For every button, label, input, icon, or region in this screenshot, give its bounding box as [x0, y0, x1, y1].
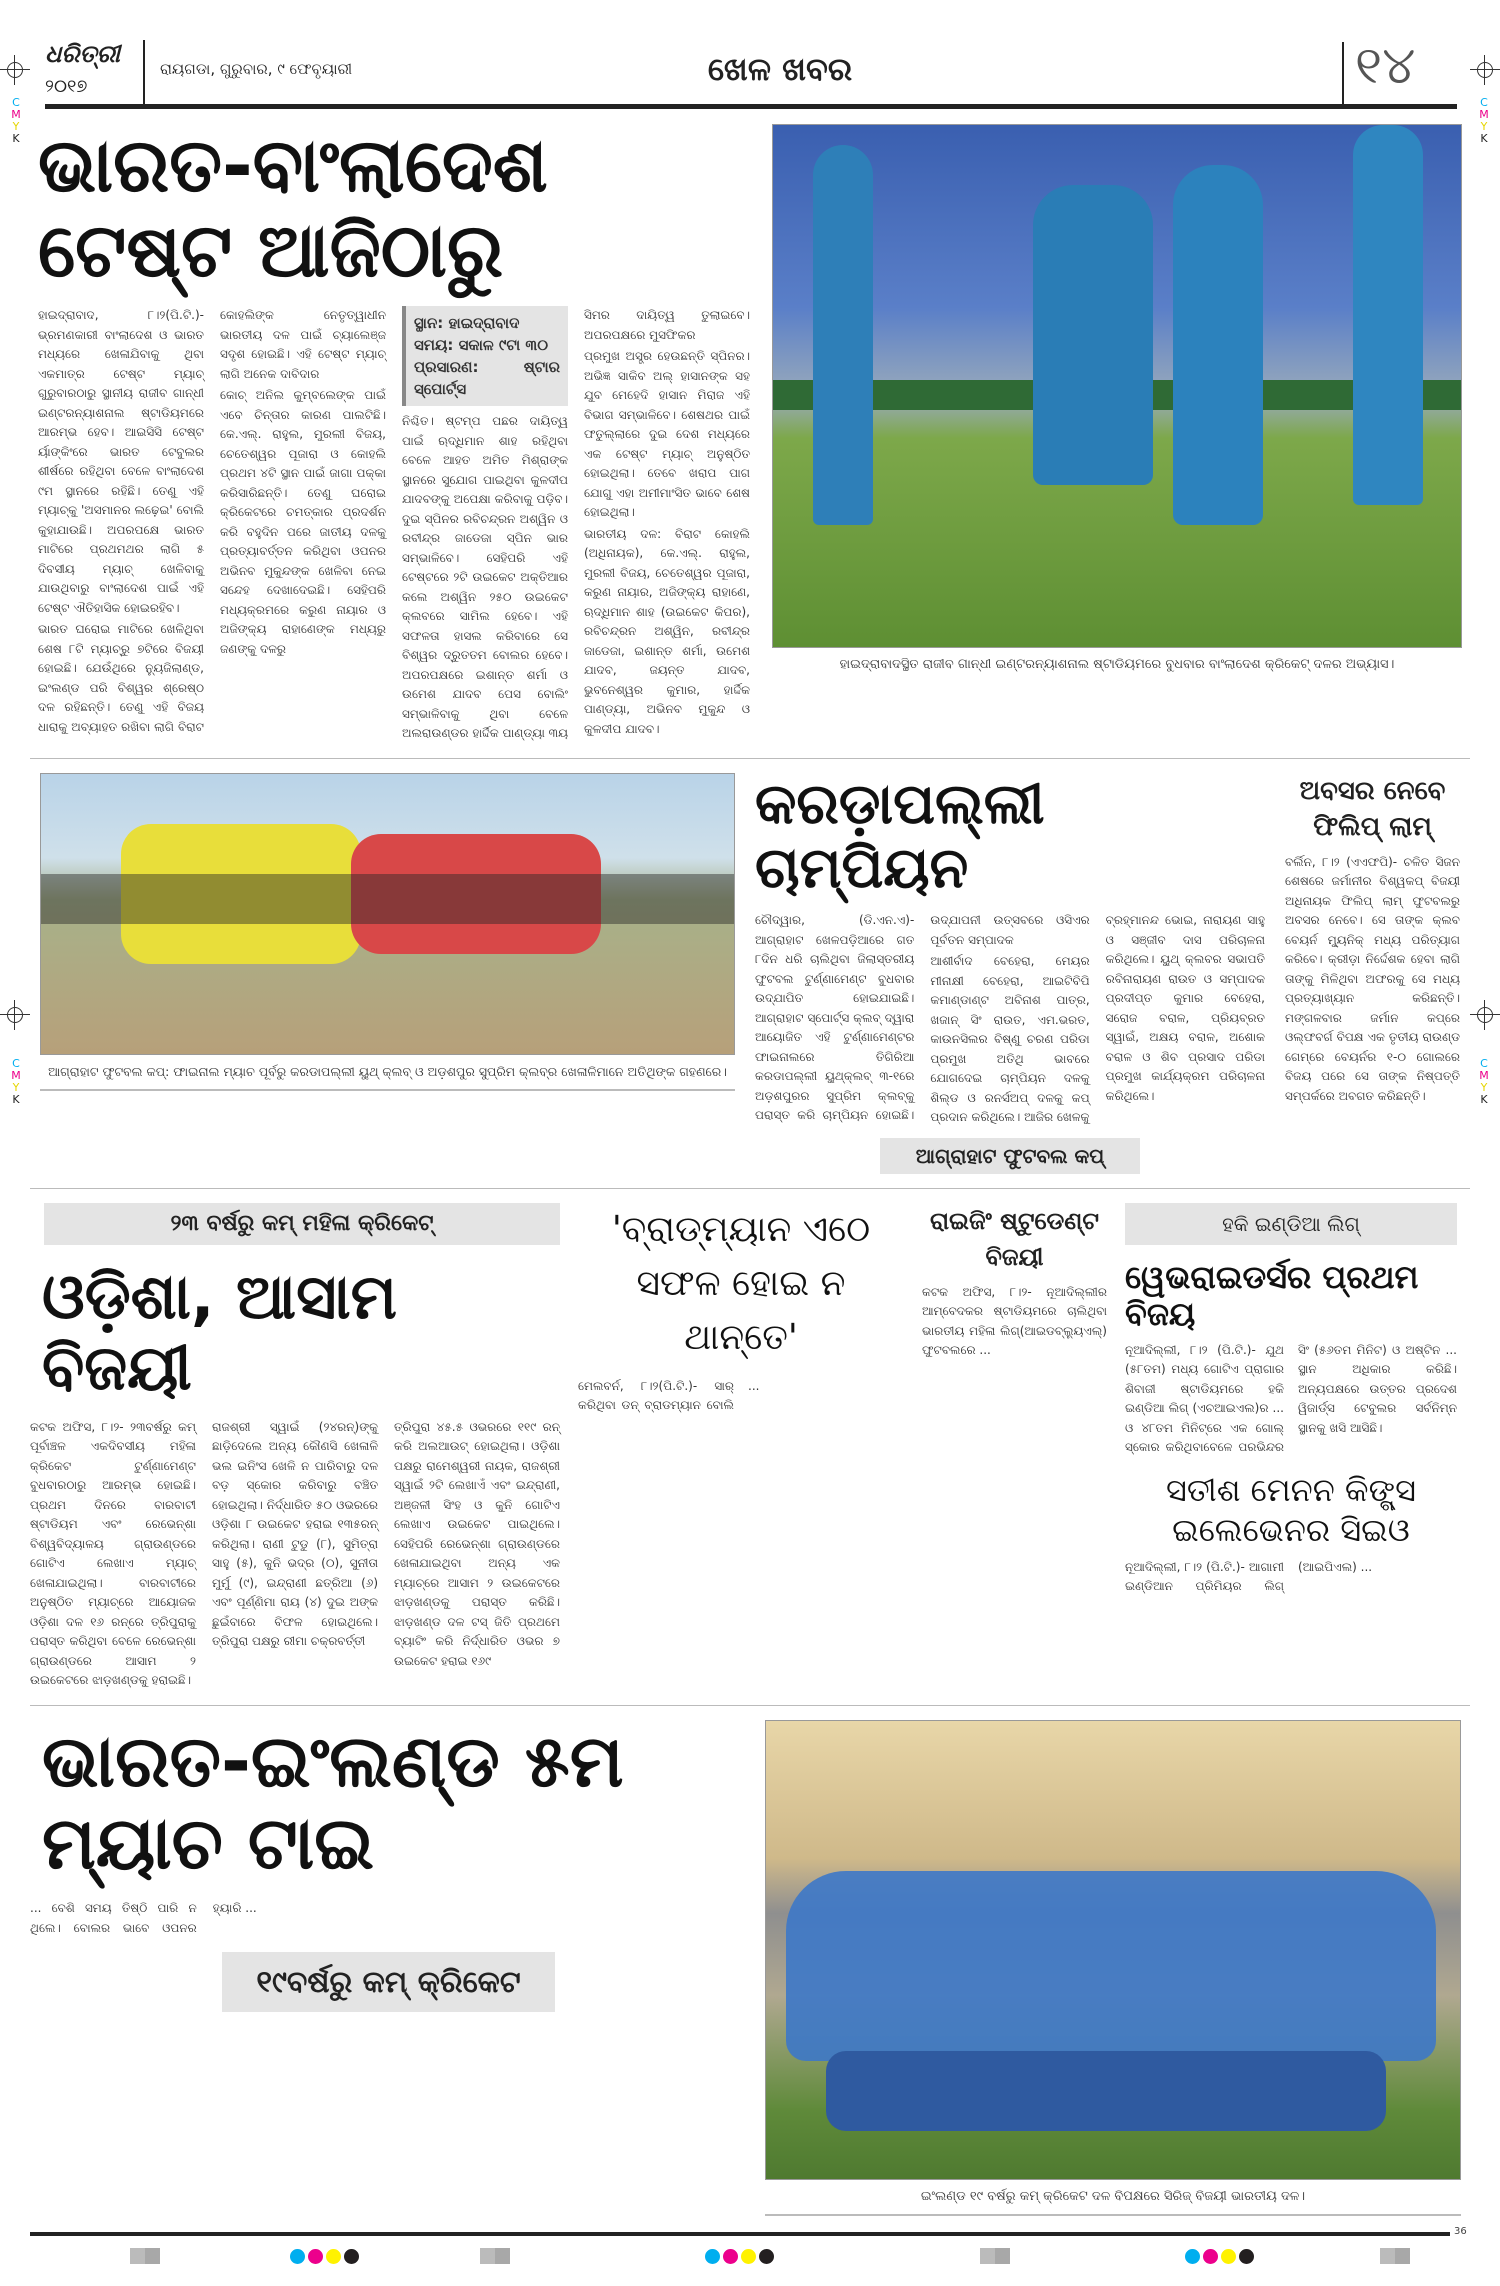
- magenta-dot: [308, 2249, 323, 2264]
- divider: [143, 40, 145, 104]
- paragraph: କଟକ ଅଫିସ, ୮।୨- ୨୩ବର୍ଷରୁ କମ୍ ପୂର୍ବାଞ୍ଚଳ ଏକଦିବସୀୟ ମହିଳା କ୍ରିକେଟ ଟୁର୍ଣ୍ଣାମେଣ୍ଟ ବୁଧବାରଠାରୁ ଆରମ୍ଭ ହୋଇଛି। ପ୍ରଥମ ଦିନରେ ବାରବାଟୀ ଷ୍ଟାଡିୟମ ଏବଂ ରେଭେନ୍‌ଶା ବିଶ୍ୱବିଦ୍ୟାଳୟ ଗ୍ରାଉଣ୍ଡରେ ଗୋଟିଏ ଲେଖାଏ ମ୍ୟାଚ୍ ଖେଳାଯାଇଥିଲା। ବାରବାଟୀରେ ଅନୁଷ୍ଠିତ ମ୍ୟାଚ୍‌ରେ ଆୟୋଜକ ଓଡ଼ିଶା ଦଳ ୧୬ ରନ୍‌ରେ ତ୍ରିପୁରାକୁ ପରାସ୍ତ କରିଥିବା ବେଳେ ରେଭେନ୍‌ଶା ଗ୍ରାଉଣ୍ଡରେ ଆସାମ ୨ ଉଇକେଟରେ ଝାଡ଼ଖଣ୍ଡକୁ ହରାଇଛି।: [30, 1419, 196, 1688]
- magenta-dot: [1203, 2249, 1218, 2264]
- page-footer: [30, 2226, 1470, 2286]
- kicker-box: ହକି ଇଣ୍ଡିଆ ଲିଗ୍: [1125, 1203, 1457, 1245]
- yellow-dot: [741, 2249, 756, 2264]
- divider: [1342, 42, 1344, 104]
- subhead-box: ୧୯ବର୍ଷରୁ କମ୍ କ୍ରିକେଟ: [222, 1952, 555, 2012]
- masthead-rule: [45, 104, 1457, 109]
- bangladesh-practice-photo: [772, 124, 1462, 648]
- page-number: ୧୪: [1355, 36, 1416, 96]
- article-body: [38, 306, 750, 744]
- article-body: [922, 1283, 1107, 1361]
- headline: କରଡ଼ାପଲ୍ଲୀ ଚାମ୍ପିୟନ: [755, 771, 1045, 902]
- registration-mark: [1470, 55, 1500, 85]
- right-column: [1125, 1203, 1457, 1597]
- paragraph: ଆଶୀର୍ବାଦ ବେହେରା, ମେୟର ମୀନାକ୍ଷୀ ବେହେରା, ଆଇଟିବିପି କମାଣ୍ଡାଣ୍ଟ ଅବିନାଶ ପାତ୍ର, ଖଜାନ୍ ସିଂ ରାଉତ, ଏମ.ଭରତ, କାଉନସିଲର ବିଷ୍ଣୁ ଚରଣ ପରିଡା ପ୍ରମୁଖ ଅତିଥି ଭାବରେ ଯୋଗଦେଇ ଚାମ୍ପିୟନ ଦଳକୁ ଶିଲ୍ଡ ଓ ରନର୍ସଅପ୍ ଦଳକୁ କପ୍ ପ୍ରଦାନ କରିଥିଲେ। ଆଜିର ଖେଳକୁ: [930, 954, 1090, 1125]
- grey-patch: [1380, 2248, 1410, 2264]
- photo-figure: [40, 773, 735, 1091]
- paragraph: ନୂଆଦିଲ୍ଲୀ, ୮।୨ (ପି.ଟି.)- ଯୁଥ (୫୮ତମ) ମଧ୍ୟ ଗୋଟିଏ ପ୍ରାଗାର ଶିବାଜୀ ଷ୍ଟାଡିୟମରେ ହକି ଇଣ୍ଡିଆ ଲିଗ୍ (ଏଚଆଇଏଲ)ର ... ଓ ୪୮ତମ ମିନିଟ୍‌ରେ ଏକ ଗୋଲ୍ ସ୍କୋର କରିଥିବାବେଳେ ପରଭିନ୍ଦର ସିଂ (୫୬ତମ ମିନିଟ) ଓ ଅଷ୍ଟିନ ... ସ୍ଥାନ ଅଧିକାର କରିଛି। ଅନ୍ୟପକ୍ଷରେ ଉତ୍ତର ପ୍ରଦେଶ ୱିଜାର୍ଡ୍ସ ଟେବୁଲର ସର୍ବନିମ୍ନ ସ୍ଥାନକୁ ଖସି ଆସିଛି।: [1125, 1342, 1457, 1455]
- article-body: [1285, 853, 1460, 1107]
- player-figure: [1353, 125, 1423, 505]
- paragraph: ପ୍ରମୁଖ ଅସ୍ତ୍ର ହେଉଛନ୍ତି ସ୍ପିନର। ଅଭିଜ୍ଞ ସାକିବ ଅଲ୍ ହାସାନଙ୍କ ସହ ଯୁବ ମେହେଦି ହାସାନ ମିରାଜ ଏହି ବିଭାଗ ସମ୍ଭାଳିବେ। ଶେଷଥର ପାଇଁ ଫତୁଲ୍ଲାରେ ଦୁଇ ଦେଶ ମଧ୍ୟରେ ଏକ ଟେଷ୍ଟ ମ୍ୟାଚ୍ ଅନୁଷ୍ଠିତ ହୋଇଥିଲା। ତେବେ ଖରାପ ପାଗ ଯୋଗୁ ଏହା ଅମୀମାଂସିତ ଭାବେ ଶେଷ ହୋଇଥିଲା।: [584, 349, 750, 520]
- paragraph: ବ୍ରହ୍ମାନନ୍ଦ ଭୋଇ, ନାରାୟଣ ସାହୁ ଓ ସଞ୍ଜୀବ ଦାସ ପରିଚାଳନା କରିଥିଲେ। ୟୁଥ୍ କ୍ଲବର ସଭାପତି ରବିନାରାୟଣ ରାଉତ ଓ ସମ୍ପାଦକ ପ୍ରଦୀପ୍ତ କୁମାର ବେହେରା, ସରୋଜ ବରାଳ, ପ୍ରିୟବ୍ରତ ସ୍ୱାଇଁ, ଅକ୍ଷୟ ବରାଳ, ଅଶୋକ ବରାଳ ଓ ଶିବ ପ୍ରସାଦ ପରିଡା ପ୍ରମୁଖ କାର୍ଯ୍ୟକ୍ରମ ପରିଚାଳନା କରିଥିଲେ।: [1105, 913, 1265, 1103]
- photo-caption: ହାଇଦ୍ରାବାଦସ୍ଥିତ ରାଜୀବ ଗାନ୍ଧୀ ଇଣ୍ଟରନ୍ୟାଶନାଲ ଷ୍ଟାଡିୟମରେ ବୁଧବାର ବାଂଲାଦେଶ କ୍ରିକେଟ୍ ଦଳର ଅଭ୍ୟାସ।: [839, 657, 1395, 672]
- headline: ଓଡ଼ିଶା, ଆସାମ ବିଜୟୀ: [42, 1259, 398, 1405]
- headline: ଭାରତ-ଇଂଲଣ୍ଡ ୫ମ ମ୍ୟାଚ ଟାଇ: [42, 1718, 624, 1886]
- paragraph: ହାଇଦ୍ରାବାଦ, ୮।୨(ପି.ଟି.)- ଭ୍ରମଣକାରୀ ବାଂଲାଦେଶ ଓ ଭାରତ ମଧ୍ୟରେ ଖେଳାଯିବାକୁ ଥିବା ଏକମାତ୍ର ଟେଷ୍ଟ ମ୍ୟାଚ୍ ଗୁରୁବାରଠାରୁ ସ୍ଥାନୀୟ ରାଜୀବ ଗାନ୍ଧୀ ଇଣ୍ଟରନ୍ୟାଶନାଲ ଷ୍ଟାଡିୟମରେ ଆରମ୍ଭ ହେବ। ଆଇସିସି ଟେଷ୍ଟ ର୍ୟାଙ୍କିଂରେ ଭାରତ ଟେବୁଲର ଶୀର୍ଷରେ ରହିଥିବା ବେଳେ ବାଂଲାଦେଶ ୯ମ ସ୍ଥାନରେ ରହିଛି। ତେଣୁ ଏହି ମ୍ୟାଚ୍‌କୁ 'ଅସମାନର ଲଢ଼େଇ' ବୋଲି କୁହାଯାଉଛି। ଅପରପକ୍ଷେ ଭାରତ ମାଟିରେ ପ୍ରଥମଥର ଲାଗି ୫ ଦିବସୀୟ ମ୍ୟାଚ୍ ଖେଳିବାକୁ ଯାଉଥିବାରୁ ବାଂଲାଦେଶ ପାଇଁ ଏହି ଟେଷ୍ଟ ଐତିହାସିକ ହୋଇରହିବ।: [38, 308, 204, 615]
- newspaper-page: [30, 0, 1470, 2286]
- row-third: [30, 1203, 1470, 1691]
- kicker-box: ୨୩ ବର୍ଷରୁ କମ୍ ମହିଳା କ୍ରିକେଟ୍: [44, 1203, 560, 1245]
- row-bottom: [30, 1720, 1470, 2216]
- photo-figure: [772, 124, 1462, 674]
- section-divider: [30, 1188, 1470, 1189]
- cmyk-marks: C M Y K: [1479, 1057, 1489, 1106]
- story-india-bangladesh-test: [38, 124, 750, 744]
- cyan-dot: [290, 2249, 305, 2264]
- footer-rule: [30, 2232, 1450, 2236]
- story-philipp-lahm: [1285, 773, 1460, 1109]
- venue: ସ୍ଥାନ: ହାଇଦ୍ରାବାଦ: [414, 314, 520, 333]
- folio-number: 36: [1454, 2225, 1467, 2237]
- story-rising-student: [922, 1203, 1107, 1363]
- row-second: [30, 773, 1470, 1174]
- cmyk-marks: C M Y K: [1479, 96, 1489, 145]
- grey-patch: [480, 2248, 510, 2264]
- cyan-dot: [705, 2249, 720, 2264]
- players-shorts: [41, 874, 735, 924]
- divider: [40, 1089, 735, 1091]
- headline: ଅବସର ନେବେ ଫିଲିପ୍ ଲାମ୍: [1299, 775, 1446, 842]
- section-divider: [30, 1705, 1470, 1706]
- dateline: ରାୟଗଡା, ଗୁରୁବାର, ୯ ଫେବୃୟାରୀ: [160, 60, 353, 78]
- paragraph: ... ବେଶି ସମୟ ତିଷ୍ଠି ପାରି ନ ଥିଲେ। ବୋଲର ଭାବେ ଓପନର ହ୍ୟାରି ...: [30, 1901, 257, 1935]
- paragraph: କୋଚ୍ ଅନିଲ କୁମ୍ବଲେଙ୍କ ପାଇଁ ଏବେ ଚିନ୍ତାର କାରଣ ପାଲଟିଛି। କେ.ଏଲ୍. ରାହୁଲ, ମୁରଲୀ ବିଜୟ, ଚେତେଶ୍ୱର ପୂଜାରା ଓ କୋହଲି ପ୍ରଥମ ୪ଟି ସ୍ଥାନ ପାଇଁ ଜାଗା ପକ୍କା କରିସାରିଛନ୍ତି। ତେଣୁ ଘରୋଇ କ୍ରିକେଟରେ ଚମତ୍କାର ପ୍ରଦର୍ଶନ କରି ବହୁଦିନ ପରେ ଜାତୀୟ ଦଳକୁ ପ୍ରତ୍ୟାବର୍ତ୍ତନ କରିଥିବା ଓପନର ଅଭିନବ ମୁକୁନ୍ଦଙ୍କ ଖେଳିବା ନେଇ ସନ୍ଦେହ ଦେଖାଦେଇଛି। ସେହିପରି ମଧ୍ୟକ୍ରମରେ କରୁଣ ନାୟାର ଓ ଅଜିଙ୍କ୍ୟ ରାହାଣେଙ୍କ ମଧ୍ୟରୁ ଜଣଙ୍କୁ ଦଳରୁ: [220, 388, 386, 656]
- players-front-row: [826, 2051, 1386, 2131]
- paragraph: ରାଜଶ୍ରୀ ସ୍ୱାଇଁ (୨୪ରନ୍)ଙ୍କୁ ଛାଡ଼ିଦେଲେ ଅନ୍ୟ କୌଣସି ଖେଳାଳି ଭଲ ଇନିଂସ ଖେଳି ନ ପାରିବାରୁ ଦଳ ବଡ଼ ସ୍କୋର କରିବାରୁ ବଞ୍ଚିତ ହୋଇଥିଲା। ନିର୍ଦ୍ଧାରିତ ୫୦ ଓଭରରେ ଓଡ଼ିଶା ୮ ଉଇକେଟ ହରାଇ ୧୩୫ରନ୍ କରିଥିଲା। ରାଣୀ ଟୁଡୁ (୮), ସୁମିତ୍ରା ସାହୁ (୫), କୁନି ଭଦ୍ର (୦), ସୁନୀତା ମୁର୍ମୁ (୯), ଇନ୍ଦ୍ରାଣୀ ଛତ୍ରିଆ (୬) ଏବଂ ପୂର୍ଣ୍ଣିମା ରାୟ (୪) ଦୁଇ ଅଙ୍କ ଛୁଇଁବାରେ ବିଫଳ ହୋଇଥିଲେ। ତ୍ରିପୁରା ପକ୍ଷରୁ ରୀମା ଚକ୍ରବର୍ତ୍ତୀ: [212, 1419, 378, 1649]
- paragraph: ନିଶ୍ଚିତ। ଷ୍ଟମ୍ପ ପଛର ଦାୟିତ୍ୱ ପାଇଁ ଋଦ୍ଧିମାନ ଶାହ ରହିଥିବା ବେଳେ ଆହତ ଅମିତ ମିଶ୍ରାଙ୍କ ସ୍ଥାନରେ ସୁଯୋଗ ପାଇଥିବା କୁଳଦୀପ ଯାଦବଙ୍କୁ ଅପେକ୍ଷା କରିବାକୁ ପଡ଼ିବ। ଦୁଇ ସ୍ପିନର ରବିଚନ୍ଦ୍ରନ ଅଶ୍ୱିନ ଓ ରବୀନ୍ଦ୍ର ଜାଡେଜା ସ୍ପିନ ଭାର ସମ୍ଭାଳିବେ। ସେହିପରି ଏହି ଟେଷ୍ଟରେ ୨ଟି ଉଇକେଟ ଅକ୍ତିଆର କଲେ ଅଶ୍ୱିନ ୨୫୦ ଉଇକେଟ କ୍ଲବରେ ସାମିଲ ହେବେ। ଏହି ସଫଳତା ହାସଲ କରିବାରେ ସେ ବିଶ୍ୱର ଦ୍ରୁତତମ ବୋଲର ହେବେ। ଅପରପକ୍ଷରେ ଇଶାନ୍ତ ଶର୍ମା ଓ ଉମେଶ ଯାଦବ ପେସ ବୋଲିଂ ସମ୍ଭାଳିବାକୁ ଥିବା ବେଳେ ଅଲରାଉଣ୍ଡର ହାର୍ଦ୍ଦିକ ପାଣ୍ଡ୍ୟା ୩ୟ ସିମର ଦାୟିତ୍ୱ ତୁଲାଇବେ। ଅପରପକ୍ଷରେ ମୁସଫିକର: [402, 308, 750, 741]
- article-body: [1125, 1341, 1457, 1458]
- black-dot: [759, 2249, 774, 2264]
- registration-mark: [0, 1000, 30, 1030]
- magenta-dot: [723, 2249, 738, 2264]
- row-top: [30, 124, 1470, 744]
- headline: 'ବ୍ରାଡ୍‌ମ୍ୟାନ ଏଠେ ସଫଳ ହୋଇ ନ ଥାନ୍ତେ': [611, 1208, 871, 1358]
- match-info-box: [402, 306, 568, 406]
- year: ୨୦୧୭: [45, 76, 88, 97]
- article-body: [30, 1899, 745, 1938]
- story-india-england-tie: [30, 1720, 745, 2013]
- subhead-box: ଆଗ୍ରାହାଟ ଫୁଟବଲ କପ୍: [880, 1138, 1140, 1174]
- football-teams-photo: [40, 773, 735, 1055]
- section-divider: [30, 758, 1470, 759]
- story-odisha-assam-win: [30, 1203, 560, 1691]
- paragraph: ବର୍ଲିନ, ୮।୨ (ଏଏଫପି)- ଚଳିତ ସିଜନ ଶେଷରେ ଜର୍ମାନୀର ବିଶ୍ୱକପ୍ ବିଜୟୀ ଅଧିନାୟକ ଫିଲିପ୍ ଲାମ୍ ଫୁଟବଲରୁ ଅବସର ନେବେ। ସେ ତାଙ୍କ କ୍ଲବ ବେୟର୍ନ ମ୍ୟୁନିକ୍ ମଧ୍ୟ ପରିତ୍ୟାଗ କରିବେ। କ୍ରୀଡ଼ା ନିର୍ଦ୍ଦେଶକ ହେବା ଲାଗି ତାଙ୍କୁ ମିଳିଥିବା ଅଫରକୁ ସେ ମଧ୍ୟ ପ୍ରତ୍ୟାଖ୍ୟାନ କରିଛନ୍ତି। ମଙ୍ଗଳବାର ଜର୍ମାନ କପ୍‌ରେ ଓଲ୍‌ଫବର୍ଗ ବିପକ୍ଷ ଏକ ତୃତୀୟ ରାଉଣ୍ଡ ଗେମ୍‌ରେ ବେୟର୍ନର ୧-୦ ଗୋଲରେ ବିଜୟ ପରେ ସେ ତାଙ୍କ ନିଷ୍ପତ୍ତି ସମ୍ପର୍କରେ ଅବଗତ କରିଛନ୍ତି।: [1285, 854, 1460, 1103]
- article-body: [1125, 1558, 1457, 1597]
- black-dot: [1239, 2249, 1254, 2264]
- story-karadapalli-champion: [755, 773, 1265, 1174]
- paragraph: ମେଲବର୍ନ, ୮।୨(ପି.ଟି.)- ସାର୍ କରିଥିବା ଡନ୍ ବ୍ରାଡମ୍ୟାନ ବୋଲି ...: [578, 1378, 760, 1413]
- paragraph: ଭାରତ ଘରୋଇ ମାଟିରେ ଖେଳିଥିବା ଶେଷ ୮ଟି ମ୍ୟାଚ୍‌ରୁ ୭ଟିରେ ବିଜୟୀ ହୋଇଛି। ଯେଉଁଥିରେ ନ୍ୟୁଜିଲାଣ୍ଡ, ଇଂଲଣ୍ଡ ପରି ବିଶ୍ୱର ଶ୍ରେଷ୍ଠ ଦଳ ରହିଛନ୍ତି। ତେଣୁ ଏହି ବିଜୟ ଧାରାକୁ ଅବ୍ୟାହତ ରଖିବା ଲାଗି ବିରାଟ କୋହଲିଙ୍କ ନେତୃତ୍ୱାଧୀନ ଭାରତୀୟ ଦଳ ପାଇଁ ଚ୍ୟାଲେଞ୍ଜ ସଦୃଶ ହୋଇଛି। ଏହି ଟେଷ୍ଟ ମ୍ୟାଚ୍ ଲାଗି ଅନେକ ଦାବିଦାର: [38, 308, 386, 734]
- photo-figure: [765, 1720, 1461, 2216]
- cyan-dot: [1185, 2249, 1200, 2264]
- yellow-dot: [326, 2249, 341, 2264]
- paragraph: ନୂଆଦିଲ୍ଲୀ, ୮।୨ (ପି.ଟି.)- ଆଗାମୀ ଇଣ୍ଡିଆନ ପ୍ରିମିୟର ଲିଗ୍ (ଆଇପିଏଲ) ...: [1125, 1559, 1373, 1594]
- section-title: ଖେଳ ଖବର: [707, 50, 853, 88]
- registration-mark: [1470, 1000, 1500, 1030]
- cmyk-marks: C M Y K: [11, 1057, 21, 1106]
- headline: ସତୀଶ ମେନନ କିଙ୍ଗ୍ସ ଇଲେଭେନର ସିଇଓ: [1166, 1470, 1416, 1549]
- registration-mark: [0, 55, 30, 85]
- paragraph: ତ୍ରିପୁରା ୪୫.୫ ଓଭରରେ ୧୧୯ ରନ୍ କରି ଅଲଆଉଟ୍ ହୋଇଥିଲା। ଓଡ଼ିଶା ପକ୍ଷରୁ ରାମେଶ୍ୱରୀ ନାୟକ, ରାଜଶ୍ରୀ ସ୍ୱାଇଁ ୨ଟି ଲେଖାଏଁ ଏବଂ ଇନ୍ଦ୍ରାଣୀ, ଅଞ୍ଜଳୀ ସିଂହ ଓ କୁନି ଗୋଟିଏ ଲେଖାଏ ଉଇକେଟ ପାଇଥିଲେ। ସେହିପରି ରେଭେନ୍‌ଶା ଗ୍ରାଉଣ୍ଡରେ ଖେଳାଯାଇଥିବା ଅନ୍ୟ ଏକ ମ୍ୟାଚ୍‌ରେ ଆସାମ ୨ ଉଇକେଟରେ ଝାଡ଼ଖଣ୍ଡକୁ ପରାସ୍ତ କରିଛି। ଝାଡ଼ଖଣ୍ଡ ଦଳ ଟସ୍ ଜିତି ପ୍ରଥମେ ବ୍ୟାଟିଂ କରି ନିର୍ଦ୍ଧାରିତ ଓଭର ୭ ଉଇକେଟ ହରାଇ ୧୬୯: [394, 1419, 560, 1668]
- story-bradman-quote: [578, 1203, 904, 1416]
- black-dot: [344, 2249, 359, 2264]
- player-figure: [1173, 165, 1263, 525]
- newspaper-logo: ଧରିତ୍ରୀ: [45, 40, 120, 68]
- masthead: [30, 36, 1470, 110]
- story-satish-menon: [1125, 1470, 1457, 1597]
- match-time: ସମୟ: ସକାଳ ୯ଟା ୩୦: [414, 336, 549, 355]
- player-figure: [1033, 185, 1153, 485]
- grey-patch: [980, 2248, 1010, 2264]
- india-u19-team-photo: [765, 1720, 1461, 2180]
- players-blue-jerseys: [786, 1871, 1436, 2061]
- story-wave-riders: [1125, 1203, 1457, 1458]
- grey-patch: [130, 2248, 160, 2264]
- paragraph: ଚୌଦ୍ୱାର, (ଡି.ଏନ.ଏ)- ଆଗ୍ରାହାଟ ଖେଳପଡ଼ିଆରେ ଗତ ୮ଦିନ ଧରି ଚାଲିଥିବା ଜିଲାସ୍ତରୀୟ ଫୁଟବଲ ଟୁର୍ଣ୍ଣାମେଣ୍ଟ ବୁଧବାର ଉଦ୍‌ଯାପିତ ହୋଇଯାଇଛି। ଆଗ୍ରାହାଟ ସ୍ପୋର୍ଟ୍ସ କ୍ଲବ୍ ଦ୍ୱାରା ଆୟୋଜିତ ଏହି ଟୁର୍ଣ୍ଣାମେଣ୍ଟର ଫାଇନାଲରେ ତିଗିରିଆ କରଡାପଲ୍ଲୀ ୟୁଥ୍‌କ୍ଲବ୍ ୩-୧ରେ ଅଡ଼ଶପୁରର ସୁପ୍ରିମ କ୍ଲବ୍‌କୁ ପରାସ୍ତ କରି ଚାମ୍ପିୟନ ହୋଇଛି। ଉଦ୍‌ଯାପନୀ ଉତ୍ସବରେ ଓସିଏର ପୂର୍ବତନ ସମ୍ପାଦକ: [755, 913, 1090, 1123]
- article-body: [755, 911, 1265, 1128]
- article-body: [30, 1418, 560, 1691]
- player-figure: [813, 145, 873, 525]
- paragraph: ଭାରତୀୟ ଦଳ: ବିରାଟ କୋହଲି (ଅଧିନାୟକ), କେ.ଏଲ୍. ରାହୁଲ, ମୁରଲୀ ବିଜୟ, ଚେତେଶ୍ୱର ପୂଜାରା, କରୁଣ ନାୟାର, ଅଜିଙ୍କ୍ୟ ରାହାଣେ, ଋଦ୍ଧିମାନ ଶାହ (ଉଇକେଟ କିପର), ରବିଚନ୍ଦ୍ରନ ଅଶ୍ୱିନ, ରବୀନ୍ଦ୍ର ଜାଡେଜା, ଇଶାନ୍ତ ଶର୍ମା, ଉମେଶ ଯାଦବ, ଜୟନ୍ତ ଯାଦବ, ଭୁବନେଶ୍ୱର କୁମାର, ହାର୍ଦ୍ଦିକ ପାଣ୍ଡ୍ୟା, ଅଭିନବ ମୁକୁନ୍ଦ ଓ କୁଳଦୀପ ଯାଦବ।: [584, 526, 750, 736]
- headline: ୱେଭରାଇଡର୍ସର ପ୍ରଥମ ବିଜୟ: [1125, 1257, 1419, 1333]
- cmyk-marks: C M Y K: [11, 96, 21, 145]
- photo-caption: ଇଂଲଣ୍ଡ ୧୯ ବର୍ଷରୁ କମ୍ କ୍ରିକେଟ ଦଳ ବିପକ୍ଷରେ ସିରିଜ୍ ବିଜୟୀ ଭାରତୀୟ ଦଳ।: [920, 2188, 1306, 2204]
- paragraph: କଟକ ଅଫିସ, ୮।୨- ନୂଆଦିଲ୍ଲୀର ଆମ୍ବେଦକର ଷ୍ଟାଡିୟମରେ ଚାଲିଥିବା ଭାରତୀୟ ମହିଳା ଲିଗ୍(ଆଇଡବ୍ଲ୍ୟୁଏଲ୍) ଫୁଟବଲରେ ...: [922, 1284, 1107, 1358]
- photo-caption: ଆଗ୍ରାହାଟ ଫୁଟବଲ କପ୍: ଫାଇନାଲ ମ୍ୟାଚ ପୂର୍ବରୁ କରଡାପଲ୍ଲୀ ୟୁଥ୍ କ୍ଲବ୍ ଓ ଅଡ଼ଶପୁର ସୁପ୍ରିମ କ୍ଲବ୍‌ର ଖେଳାଳିମାନେ ଅତିଥିଙ୍କ ଗହଣରେ।: [48, 1063, 727, 1079]
- broadcast: ପ୍ରସାରଣ: ଷ୍ଟାର ସ୍ପୋର୍ଟ୍ସ: [414, 358, 560, 399]
- headline: ଭାରତ-ବାଂଲାଦେଶ ଟେଷ୍ଟ ଆଜିଠାରୁ: [38, 123, 548, 295]
- divider: [765, 2214, 1461, 2216]
- yellow-dot: [1221, 2249, 1236, 2264]
- headline: ରାଇଜିଂ ଷ୍ଟୁଡେଣ୍ଟ ବିଜୟୀ: [929, 1206, 1100, 1271]
- article-body: [578, 1377, 904, 1416]
